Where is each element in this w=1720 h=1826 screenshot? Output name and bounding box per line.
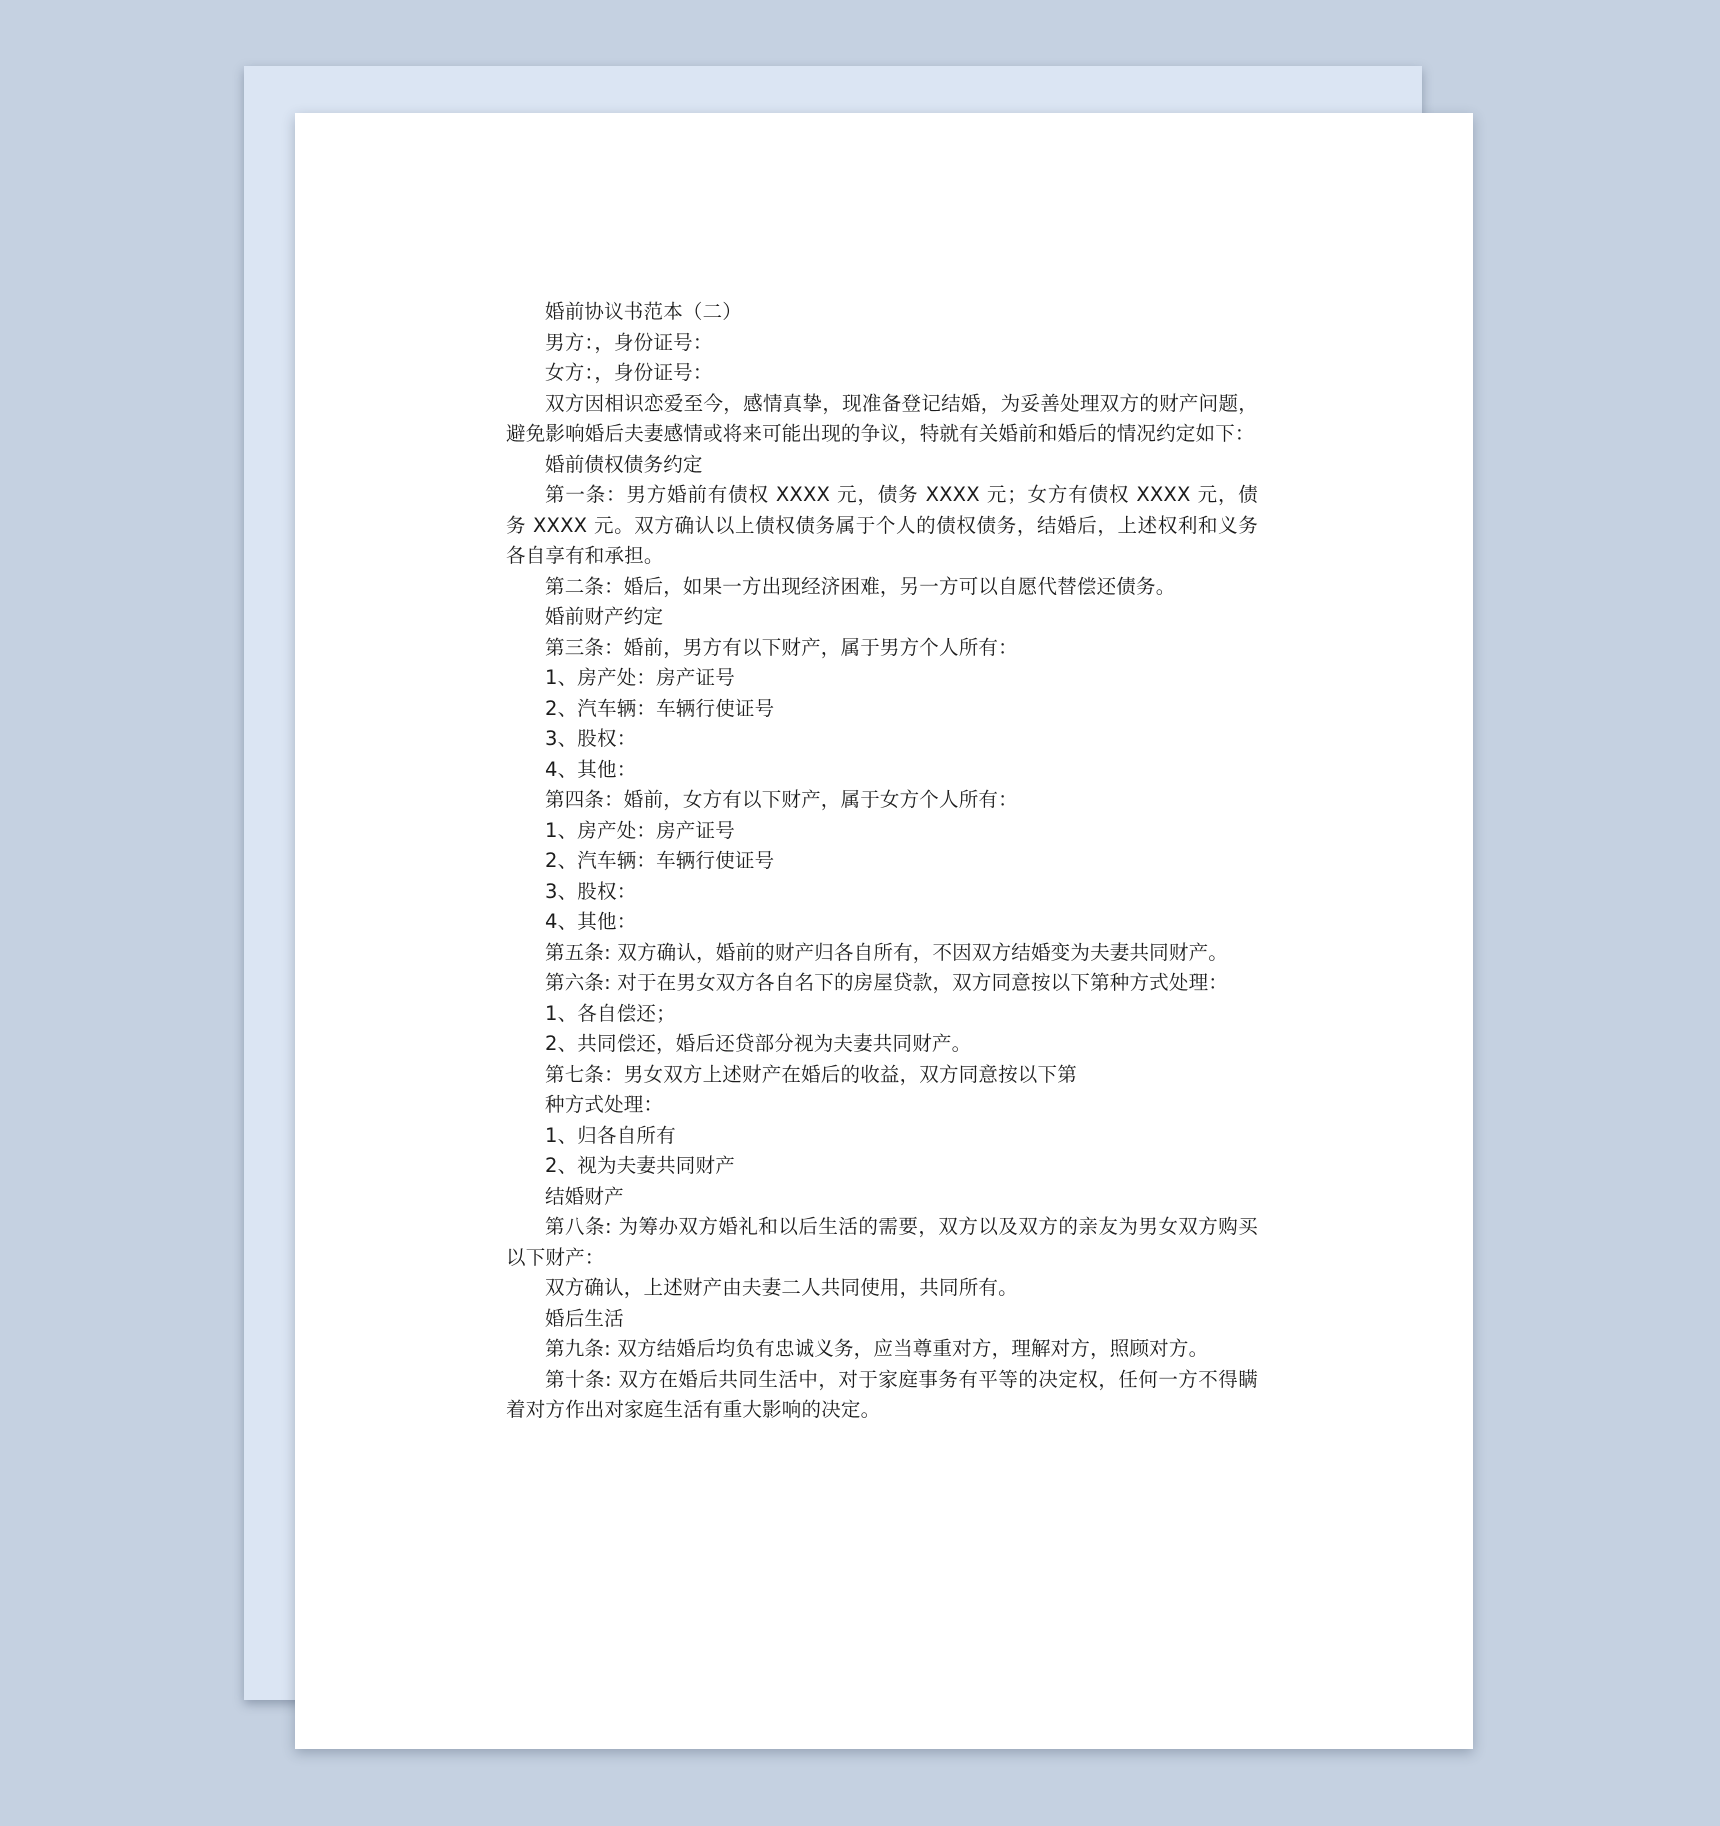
- list-item: 1、归各自所有: [545, 1123, 676, 1147]
- section-heading-premarital-property: 婚前财产约定: [545, 605, 664, 628]
- list-item: 1、房产处：房产证号: [545, 818, 735, 842]
- list-item: 1、各自偿还；: [545, 1001, 676, 1025]
- section-heading-debts: 婚前债权债务约定: [545, 452, 703, 476]
- article-2: 第二条：婚后，如果一方出现经济困难，另一方可以自愿代替偿还债务。: [545, 574, 1176, 598]
- article-7-continued: 种方式处理：: [545, 1093, 664, 1116]
- section-heading-marriage-property: 结婚财产: [545, 1184, 624, 1208]
- document-page: [295, 113, 1473, 1749]
- male-party-line: 男方：，身份证号：: [545, 330, 713, 354]
- list-item: 2、汽车辆：车辆行使证号: [545, 696, 775, 720]
- list-item: 2、汽车辆：车辆行使证号: [545, 849, 775, 872]
- female-party-line: 女方：，身份证号：: [545, 361, 713, 384]
- list-item: 2、共同偿还，婚后还贷部分视为夫妻共同财产。: [545, 1032, 972, 1055]
- list-item: 3、股权：: [545, 879, 637, 903]
- list-item: 4、其他：: [545, 910, 637, 933]
- list-item: 1、房产处：房产证号: [545, 666, 735, 689]
- article-6: 第六条: 对于在男女双方各自名下的房屋贷款，双方同意按以下第种方式处理：: [545, 971, 1228, 994]
- article-3: 第三条：婚前，男方有以下财产，属于男方个人所有：: [545, 635, 1018, 659]
- list-item: 3、股权：: [545, 727, 637, 750]
- article-4: 第四条：婚前，女方有以下财产，属于女方个人所有：: [545, 788, 1018, 811]
- article-10: 第十条: 双方在婚后共同生活中，对于家庭事务有平等的决定权，任何一方不得瞒着对方作出对家庭生活有重大影响的决定。: [506, 1367, 1258, 1421]
- article-8: 第八条: 为筹办双方婚礼和以后生活的需要，双方以及双方的亲友为男女双方购买以下财产：: [506, 1215, 1258, 1269]
- article-5: 第五条: 双方确认，婚前的财产归各自所有，不因双方结婚变为夫妻共同财产。: [545, 940, 1228, 964]
- document-body: [506, 297, 1258, 1426]
- article-7: 第七条：男女双方上述财产在婚后的收益，双方同意按以下第: [545, 1062, 1077, 1086]
- list-item: 2、视为夫妻共同财产: [545, 1154, 735, 1177]
- article-8-confirmation: 双方确认，上述财产由夫妻二人共同使用，共同所有。: [545, 1276, 1018, 1299]
- article-9: 第九条: 双方结婚后均负有忠诚义务，应当尊重对方，理解对方，照顾对方。: [545, 1337, 1209, 1360]
- preamble-paragraph: 双方因相识恋爱至今，感情真挚，现准备登记结婚，为妥善处理双方的财产问题，避免影响婚后夫妻感情或将来可能出现的争议，特就有关婚前和婚后的情况约定如下：: [506, 391, 1258, 445]
- article-1: 第一条：男方婚前有债权 XXXX 元，债务 XXXX 元；女方有债权 XXXX 元，债务 XXXX 元。双方确认以上债权债务属于个人的债权债务，结婚后，上述权利和义务各自享有和承担。: [506, 483, 1258, 567]
- document-title: 婚前协议书范本（二）: [545, 300, 743, 323]
- section-heading-married-life: 婚后生活: [545, 1306, 624, 1330]
- list-item: 4、其他：: [545, 757, 637, 781]
